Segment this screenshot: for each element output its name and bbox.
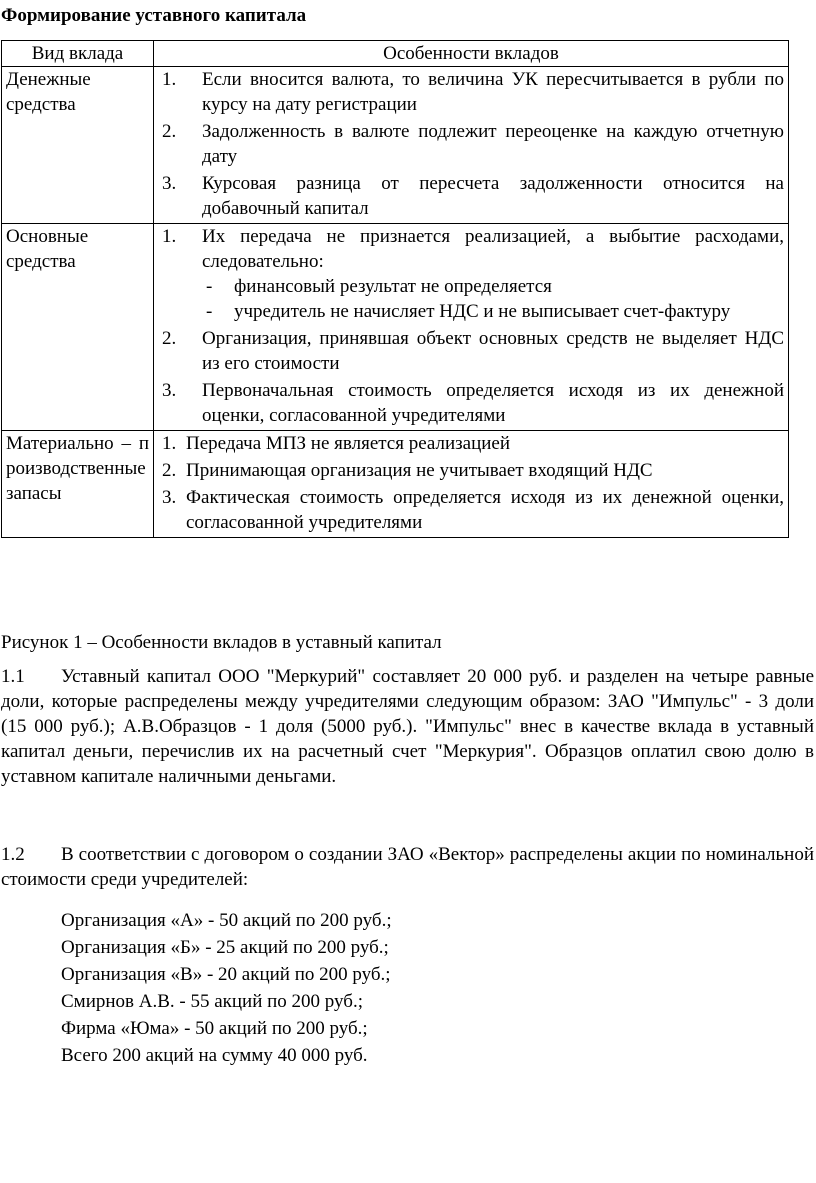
paragraph-1-1 — [1, 664, 814, 789]
paragraph-1-2 — [1, 842, 814, 892]
item-text: Фактическая стоимость определяется исходя из их денежной оценки, согласованной учредителями — [186, 487, 784, 533]
item-text: Организация, принявшая объект основных средств не выделяет НДС из его стоимости — [202, 328, 784, 374]
list-item-total: Всего 200 акций на сумму 40 000 руб. — [61, 1045, 368, 1066]
paragraph-text: В соответствии с договором о создании ЗАО «Вектор» распределены акции по номинальной стоимости среди учредителей: — [1, 844, 814, 890]
figure-caption: Рисунок 1 – Особенности вкладов в уставный капитал — [1, 632, 442, 653]
item-number: 1. — [162, 69, 177, 90]
table-row — [2, 67, 789, 224]
paragraph-text: Уставный капитал ООО "Меркурий" составляет 20 000 руб. и разделен на четыре равные доли, которые распределены между учредителями следующим образом: ЗАО "Импульс" - 3 доли (15 000 руб.); А.В.Образцов - 1 доля (5000 руб.). "Импульс" внес в качестве вклада в уставный капитал деньги, перечислив их на расчетный счет "Меркурия". Образцов оплатил свою долю в уставном капитале наличными деньгами. — [1, 666, 814, 787]
contribution-features-fixed-assets — [154, 224, 789, 431]
item-number: 1. — [162, 433, 177, 454]
item-number: 3. — [162, 487, 177, 508]
paragraph-number: 1.1 — [1, 666, 25, 687]
shareholders-list — [61, 907, 392, 1069]
table-row — [2, 224, 789, 431]
list-item — [158, 119, 784, 169]
list-item: Организация «В» - 20 акций по 200 руб.; — [61, 964, 391, 985]
list-item — [158, 458, 784, 483]
item-text: Передача МПЗ не является реализацией — [186, 433, 511, 454]
list-item: Организация «А» - 50 акций по 200 руб.; — [61, 910, 392, 931]
item-text: Если вносится валюта, то величина УК пересчитывается в рубли по курсу на дату регистрации — [202, 69, 784, 115]
list-item — [158, 224, 784, 324]
item-number: 2. — [162, 460, 177, 481]
item-text: Задолженность в валюте подлежит переоценке на каждую отчетную дату — [202, 121, 784, 167]
list-item — [158, 431, 784, 456]
contribution-type-inventories: Материально – производственные запасы — [2, 431, 154, 538]
list-item — [158, 326, 784, 376]
sub-list-item — [202, 299, 784, 324]
paragraph-number: 1.2 — [1, 844, 25, 865]
table-header-row — [2, 41, 789, 67]
sub-item-text: учредитель не начисляет НДС и не выписывает счет-фактуру — [234, 301, 731, 322]
list-item: Смирнов А.В. - 55 акций по 200 руб.; — [61, 991, 364, 1012]
dash-marker: - — [206, 276, 213, 297]
list-item: Фирма «Юма» - 50 акций по 200 руб.; — [61, 1018, 368, 1039]
header-contribution-type: Вид вклада — [2, 41, 154, 67]
item-number: 3. — [162, 380, 177, 401]
dash-marker: - — [206, 301, 213, 322]
list-item — [158, 67, 784, 117]
header-contribution-features: Особенности вкладов — [154, 41, 789, 67]
contribution-type-fixed-assets: Основные средства — [2, 224, 154, 431]
item-text: Их передача не признается реализацией, а выбытие расходами, следовательно: — [202, 226, 784, 272]
contribution-features-inventories — [154, 431, 789, 538]
item-number: 3. — [162, 173, 177, 194]
sub-list-item — [202, 274, 784, 299]
item-text: Первоначальная стоимость определяется исходя из их денежной оценки, согласованной учредителями — [202, 380, 784, 426]
item-number: 2. — [162, 121, 177, 142]
item-number: 2. — [162, 328, 177, 349]
contribution-type-cash: Денежные средства — [2, 67, 154, 224]
contributions-table — [1, 40, 789, 538]
list-item — [158, 485, 784, 535]
item-text: Курсовая разница от пересчета задолженности относится на добавочный капитал — [202, 173, 784, 219]
table-row — [2, 431, 789, 538]
document-title: Формирование уставного капитала — [1, 5, 307, 26]
list-item — [158, 171, 784, 221]
sub-item-text: финансовый результат не определяется — [234, 276, 552, 297]
item-number: 1. — [162, 226, 177, 247]
item-text: Принимающая организация не учитывает входящий НДС — [186, 460, 653, 481]
list-item — [158, 378, 784, 428]
list-item: Организация «Б» - 25 акций по 200 руб.; — [61, 937, 389, 958]
contribution-features-cash — [154, 67, 789, 224]
sub-list — [202, 274, 784, 324]
